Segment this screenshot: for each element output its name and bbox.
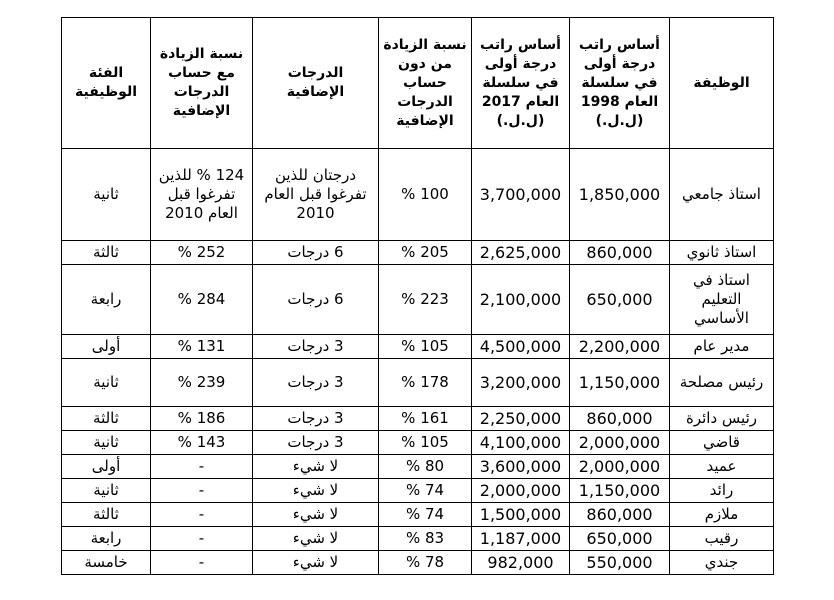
cell-base-2017: 982,000 xyxy=(472,551,570,575)
cell-increase-without-extra: 74 % xyxy=(379,503,472,527)
table-row xyxy=(62,335,774,359)
cell-increase-with-extra: - xyxy=(151,479,253,503)
cell-increase-without-extra: 105 % xyxy=(379,335,472,359)
cell-job: رئيس دائرة xyxy=(670,407,774,431)
cell-extra-grades: لا شيء xyxy=(253,479,379,503)
cell-base-2017: 3,200,000 xyxy=(472,359,570,407)
cell-extra-grades: لا شيء xyxy=(253,503,379,527)
table-row xyxy=(62,241,774,265)
cell-increase-without-extra: 205 % xyxy=(379,241,472,265)
cell-category: ثانية xyxy=(62,359,151,407)
cell-extra-grades: لا شيء xyxy=(253,551,379,575)
cell-category: ثانية xyxy=(62,149,151,241)
table-row xyxy=(62,503,774,527)
cell-category: ثالثة xyxy=(62,241,151,265)
cell-base-1998: 860,000 xyxy=(570,241,670,265)
cell-job: استاذ في التعليم الأساسي xyxy=(670,265,774,335)
cell-increase-without-extra: 80 % xyxy=(379,455,472,479)
cell-base-1998: 1,150,000 xyxy=(570,479,670,503)
cell-extra-grades: 3 درجات xyxy=(253,407,379,431)
cell-base-2017: 1,500,000 xyxy=(472,503,570,527)
header-base-1998: أساس راتب درجة أولى في سلسلة العام 1998 (ل.ل.) xyxy=(570,18,670,149)
cell-base-1998: 860,000 xyxy=(570,407,670,431)
table-row xyxy=(62,551,774,575)
cell-job: رئيس مصلحة xyxy=(670,359,774,407)
header-job: الوظيفة xyxy=(670,18,774,149)
cell-category: ثانية xyxy=(62,431,151,455)
cell-extra-grades: 3 درجات xyxy=(253,335,379,359)
cell-job: استاذ ثانوي xyxy=(670,241,774,265)
cell-increase-with-extra: 131 % xyxy=(151,335,253,359)
cell-extra-grades: 6 درجات xyxy=(253,241,379,265)
cell-extra-grades: لا شيء xyxy=(253,455,379,479)
cell-job: استاذ جامعي xyxy=(670,149,774,241)
cell-increase-without-extra: 178 % xyxy=(379,359,472,407)
cell-category: ثالثة xyxy=(62,407,151,431)
cell-increase-with-extra: 186 % xyxy=(151,407,253,431)
cell-job: قاضي xyxy=(670,431,774,455)
header-extra-grades: الدرجات الإضافية xyxy=(253,18,379,149)
cell-base-1998: 550,000 xyxy=(570,551,670,575)
cell-base-2017: 2,000,000 xyxy=(472,479,570,503)
cell-base-2017: 2,625,000 xyxy=(472,241,570,265)
cell-base-2017: 1,187,000 xyxy=(472,527,570,551)
cell-increase-without-extra: 100 % xyxy=(379,149,472,241)
cell-increase-without-extra: 223 % xyxy=(379,265,472,335)
cell-increase-with-extra: - xyxy=(151,551,253,575)
table-row xyxy=(62,407,774,431)
cell-increase-without-extra: 105 % xyxy=(379,431,472,455)
cell-base-1998: 2,000,000 xyxy=(570,431,670,455)
cell-job: جندي xyxy=(670,551,774,575)
cell-base-1998: 1,150,000 xyxy=(570,359,670,407)
cell-job: رقيب xyxy=(670,527,774,551)
cell-extra-grades: لا شيء xyxy=(253,527,379,551)
salary-comparison-table xyxy=(61,17,774,575)
cell-increase-with-extra: 124 % للذين تفرغوا قبل العام 2010 xyxy=(151,149,253,241)
cell-increase-without-extra: 83 % xyxy=(379,527,472,551)
cell-base-1998: 1,850,000 xyxy=(570,149,670,241)
header-row xyxy=(62,18,774,149)
cell-extra-grades: 6 درجات xyxy=(253,265,379,335)
table-row xyxy=(62,359,774,407)
cell-base-1998: 860,000 xyxy=(570,503,670,527)
cell-category: رابعة xyxy=(62,527,151,551)
cell-extra-grades: درجتان للذين تفرغوا قبل العام 2010 xyxy=(253,149,379,241)
table-row xyxy=(62,431,774,455)
table-row xyxy=(62,149,774,241)
header-category: الفئة الوظيفية xyxy=(62,18,151,149)
cell-base-1998: 650,000 xyxy=(570,527,670,551)
cell-base-2017: 2,100,000 xyxy=(472,265,570,335)
cell-increase-with-extra: - xyxy=(151,503,253,527)
cell-category: أولى xyxy=(62,455,151,479)
cell-increase-with-extra: 284 % xyxy=(151,265,253,335)
header-base-2017: أساس راتب درجة أولى في سلسلة العام 2017 (ل.ل.) xyxy=(472,18,570,149)
cell-base-2017: 3,700,000 xyxy=(472,149,570,241)
cell-category: ثالثة xyxy=(62,503,151,527)
cell-category: خامسة xyxy=(62,551,151,575)
cell-base-2017: 3,600,000 xyxy=(472,455,570,479)
cell-extra-grades: 3 درجات xyxy=(253,431,379,455)
table-row xyxy=(62,527,774,551)
cell-category: أولى xyxy=(62,335,151,359)
header-increase-without-extra: نسبة الزيادة من دون حساب الدرجات الإضافية xyxy=(379,18,472,149)
cell-job: رائد xyxy=(670,479,774,503)
cell-increase-without-extra: 161 % xyxy=(379,407,472,431)
cell-increase-without-extra: 74 % xyxy=(379,479,472,503)
table-row xyxy=(62,479,774,503)
cell-increase-without-extra: 78 % xyxy=(379,551,472,575)
cell-category: ثانية xyxy=(62,479,151,503)
cell-base-2017: 4,100,000 xyxy=(472,431,570,455)
header-increase-with-extra: نسبة الزيادة مع حساب الدرجات الإضافية xyxy=(151,18,253,149)
cell-job: عميد xyxy=(670,455,774,479)
cell-job: مدير عام xyxy=(670,335,774,359)
cell-base-1998: 650,000 xyxy=(570,265,670,335)
cell-increase-with-extra: 239 % xyxy=(151,359,253,407)
table-row xyxy=(62,455,774,479)
cell-increase-with-extra: - xyxy=(151,527,253,551)
cell-base-2017: 2,250,000 xyxy=(472,407,570,431)
cell-category: رابعة xyxy=(62,265,151,335)
cell-base-1998: 2,000,000 xyxy=(570,455,670,479)
cell-base-1998: 2,200,000 xyxy=(570,335,670,359)
cell-base-2017: 4,500,000 xyxy=(472,335,570,359)
cell-increase-with-extra: 252 % xyxy=(151,241,253,265)
cell-increase-with-extra: - xyxy=(151,455,253,479)
cell-job: ملازم xyxy=(670,503,774,527)
cell-increase-with-extra: 143 % xyxy=(151,431,253,455)
table-row xyxy=(62,265,774,335)
cell-extra-grades: 3 درجات xyxy=(253,359,379,407)
